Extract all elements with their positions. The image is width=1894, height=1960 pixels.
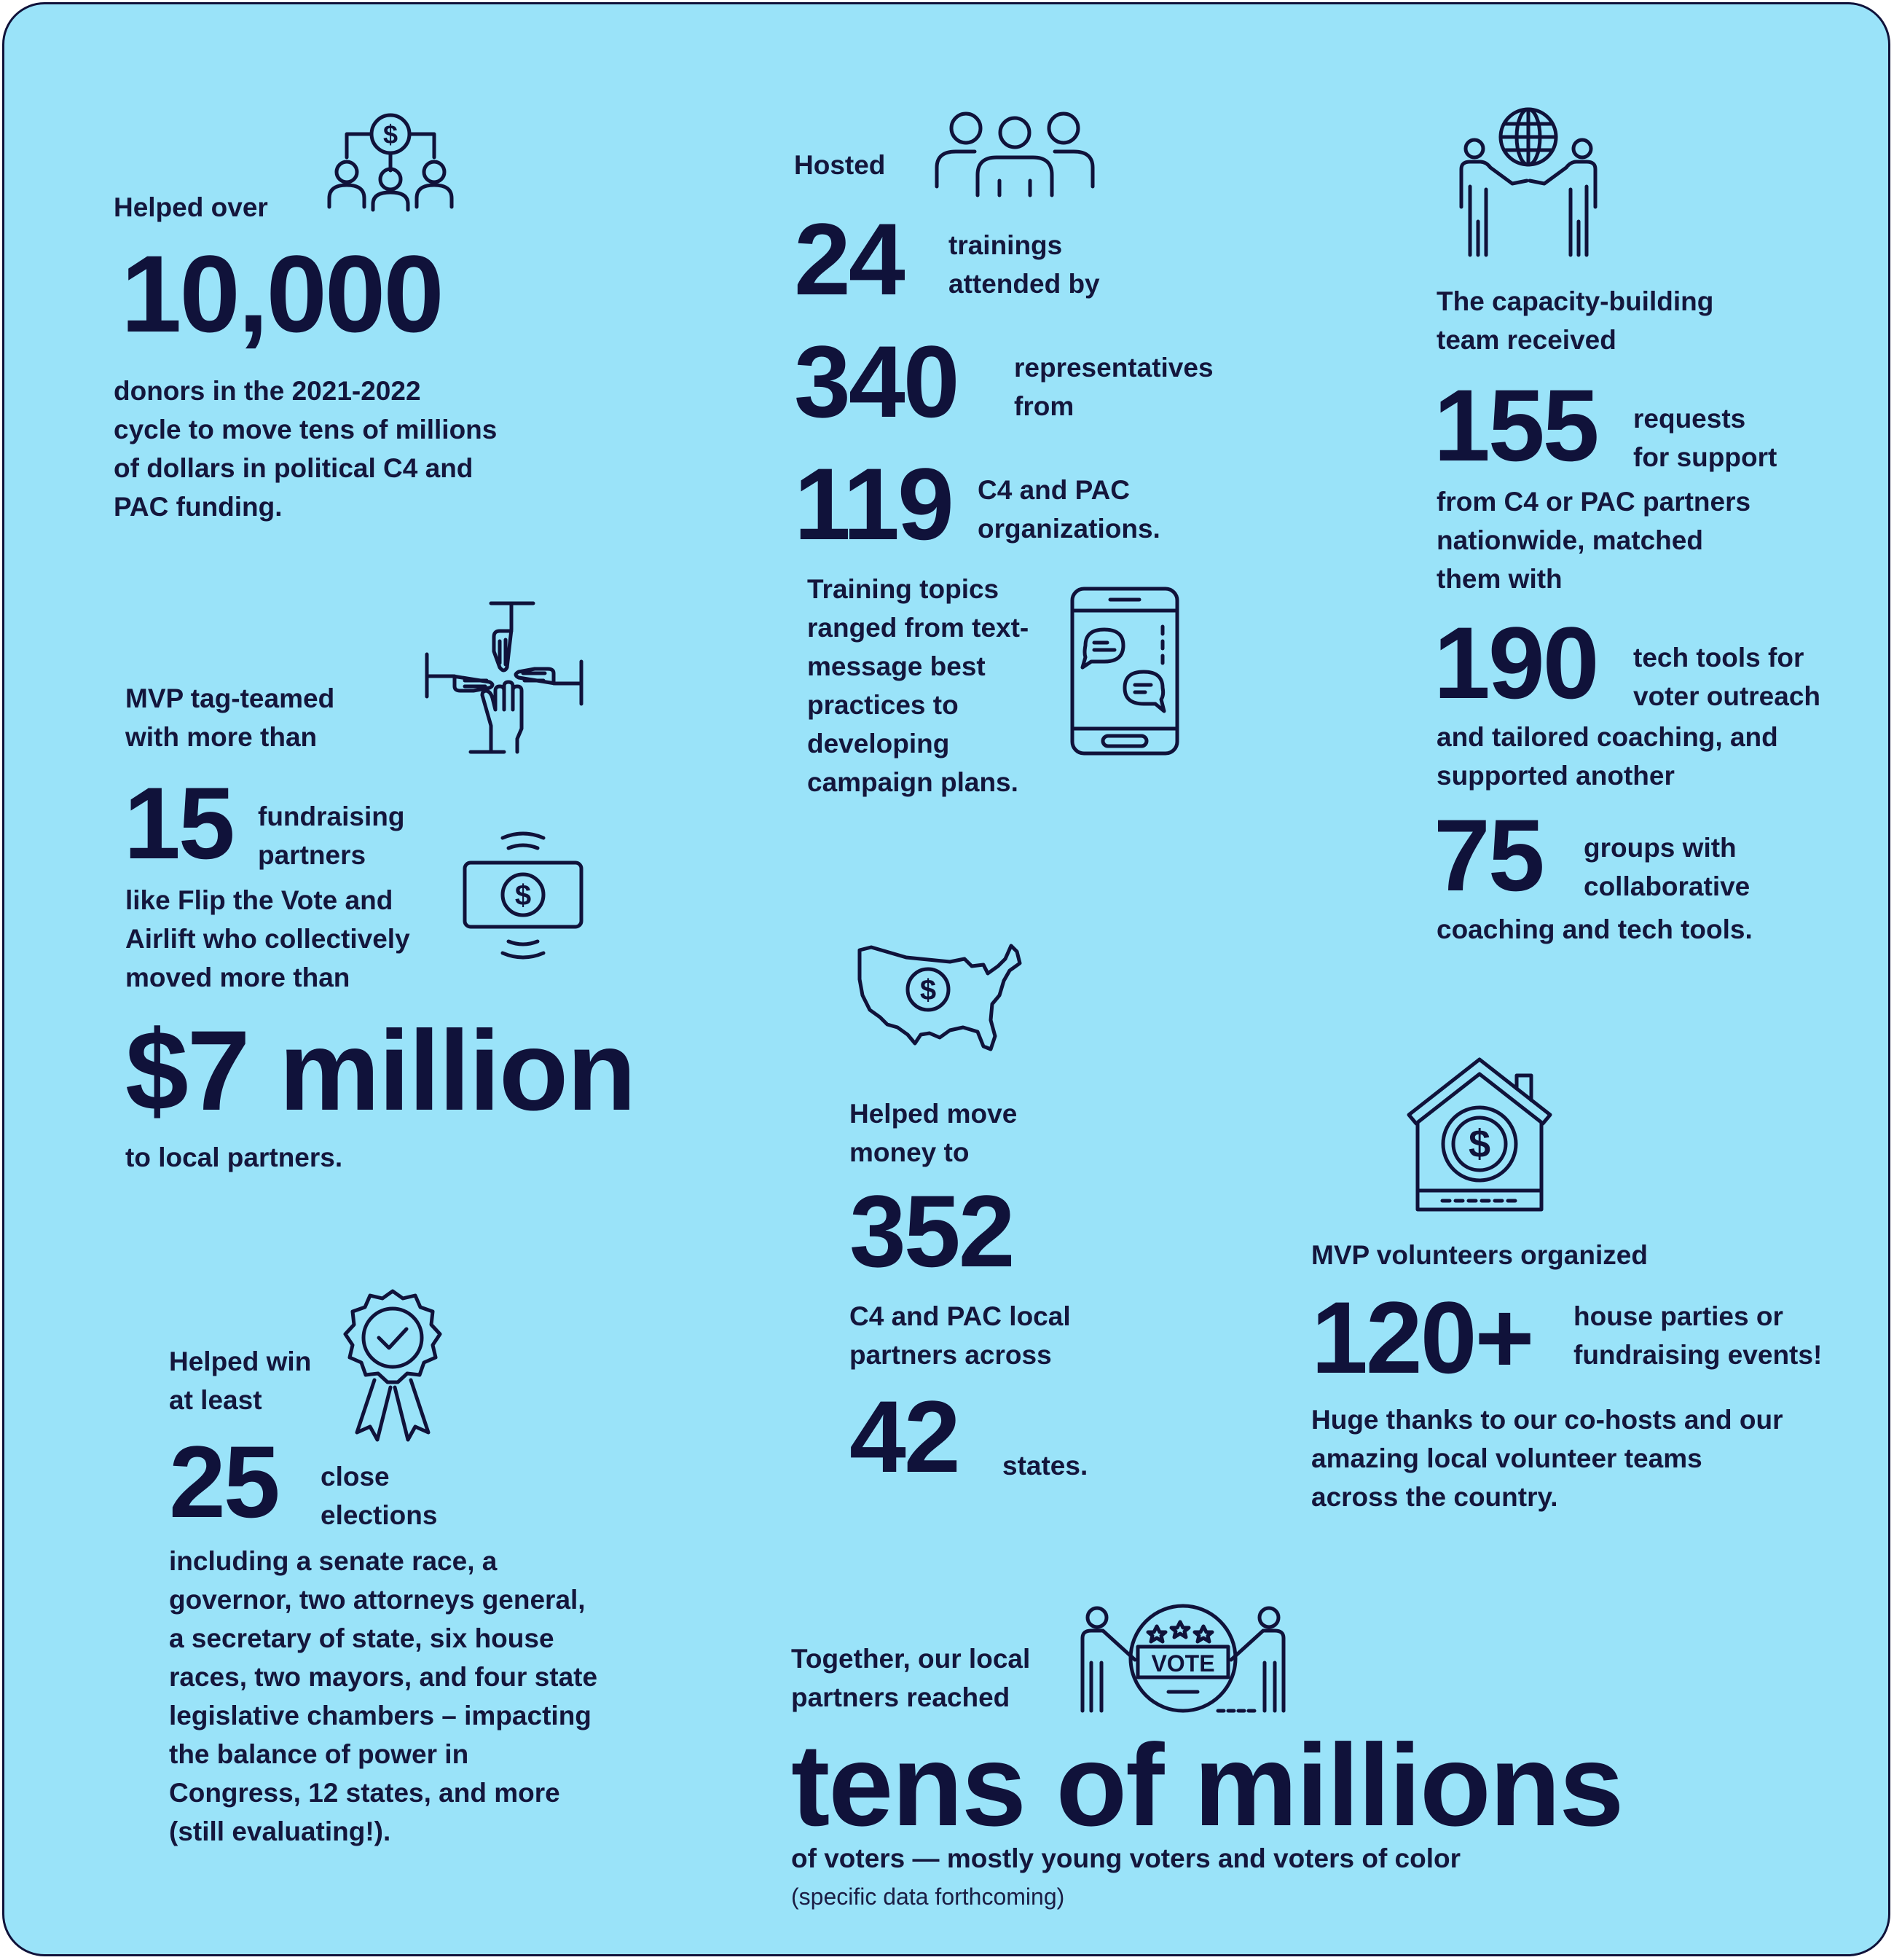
text-line: fundraising events! (1573, 1340, 1823, 1370)
text-line: moved more than (125, 963, 350, 992)
reach-description: of voters — mostly young voters and voters of color (791, 1843, 1461, 1873)
text-line: of dollars in political C4 and (114, 453, 474, 483)
text-line: fundraising (258, 801, 405, 831)
text-line: trainings (948, 230, 1063, 260)
donor-network-icon (325, 112, 456, 214)
text-line: Congress, 12 states, and more (169, 1778, 560, 1808)
text-line: including a senate race, a (169, 1546, 498, 1576)
donors-description (114, 372, 497, 526)
elections-count: 25 (169, 1424, 278, 1539)
text-line: Huge thanks to our co-hosts and our (1311, 1405, 1783, 1435)
text-line: with more than (125, 722, 318, 752)
reach-note: (specific data forthcoming) (791, 1883, 1065, 1910)
tools-count: 190 (1434, 605, 1598, 720)
text-line: voter outreach (1633, 681, 1821, 711)
partners-count: 15 (124, 766, 233, 880)
text-line: Helped move (849, 1099, 1018, 1129)
text-line: C4 and PAC (978, 475, 1131, 505)
requests-count: 155 (1434, 368, 1598, 482)
organizations-count: 119 (794, 447, 952, 561)
events-count: 120+ (1311, 1280, 1533, 1395)
capacity-coaching (1437, 718, 1778, 795)
text-line: message best (807, 651, 986, 681)
organizations-label (978, 471, 1160, 548)
states-count: 42 (849, 1379, 959, 1494)
text-line: Together, our local (791, 1644, 1031, 1674)
text-line: a secretary of state, six house (169, 1623, 554, 1653)
text-line: legislative chambers – impacting (169, 1701, 592, 1730)
states-label: states. (1002, 1451, 1088, 1481)
text-line: and tailored coaching, and (1437, 722, 1778, 752)
reach-intro (791, 1639, 1030, 1717)
smartphone-chat-icon (1069, 586, 1180, 756)
text-line: supported another (1437, 761, 1675, 791)
svg-text:$: $ (1468, 1122, 1491, 1166)
requests-label (1633, 399, 1777, 477)
partners-end: to local partners. (125, 1142, 343, 1172)
text-line: for support (1633, 442, 1777, 472)
text-line: amazing local volunteer teams (1311, 1443, 1702, 1473)
vote-sign-icon (1075, 1604, 1291, 1715)
capacity-matched (1437, 482, 1750, 598)
text-line: nationwide, matched (1437, 525, 1703, 555)
hands-teamwork-icon (424, 600, 584, 755)
svg-text:$: $ (514, 879, 532, 912)
text-line: from (1014, 391, 1074, 421)
text-line: partners across (849, 1340, 1052, 1370)
donors-number: 10,000 (121, 232, 442, 355)
text-line: organizations. (978, 514, 1160, 544)
text-line: representatives (1014, 353, 1214, 383)
partners-count-label (258, 797, 404, 874)
text-line: cycle to move tens of millions (114, 415, 498, 444)
text-line: PAC funding. (114, 492, 283, 522)
capacity-end: coaching and tech tools. (1437, 914, 1753, 944)
text-line: requests (1633, 404, 1746, 434)
text-line: Training topics (807, 574, 999, 604)
text-line: partners (258, 840, 366, 870)
text-line: MVP tag-teamed (125, 683, 335, 713)
text-line: collaborative (1584, 871, 1750, 901)
volunteers-thanks (1311, 1400, 1783, 1516)
text-line: team received (1437, 325, 1616, 355)
training-topics (807, 570, 1029, 801)
text-line: (still evaluating!). (169, 1816, 391, 1846)
text-line: house parties or (1573, 1301, 1783, 1331)
vote-sign-text: VOTE (1151, 1650, 1215, 1677)
events-label (1573, 1297, 1822, 1374)
text-line: the balance of power in (169, 1739, 469, 1769)
trainings-intro: Hosted (794, 150, 886, 180)
representatives-count: 340 (794, 324, 958, 439)
text-line: ranged from text- (807, 613, 1029, 643)
partners-description (125, 881, 410, 997)
groups-count: 75 (1434, 798, 1543, 912)
elections-description (169, 1542, 597, 1851)
svg-text:$: $ (919, 974, 937, 1006)
elections-intro (169, 1342, 311, 1419)
tools-label (1633, 638, 1820, 716)
text-line: practices to (807, 690, 959, 720)
text-line: close (321, 1462, 390, 1491)
elections-count-label (321, 1457, 437, 1534)
text-line: from C4 or PAC partners (1437, 487, 1751, 517)
text-line: Helped win (169, 1346, 312, 1376)
text-line: across the country. (1311, 1482, 1558, 1512)
text-line: money to (849, 1137, 970, 1167)
wireless-money-icon (460, 832, 586, 969)
text-line: like Flip the Vote and (125, 885, 393, 915)
money-moved-intro (849, 1094, 1017, 1172)
text-line: races, two mayors, and four state (169, 1662, 598, 1692)
local-partners-count: 352 (849, 1174, 1013, 1288)
partners-amount: $7 million (125, 1008, 635, 1134)
groups-label (1584, 828, 1750, 906)
local-partners-label (849, 1297, 1071, 1374)
representatives-label (1014, 348, 1214, 426)
text-line: partners reached (791, 1682, 1010, 1712)
infographic-panel (2, 2, 1890, 1956)
text-line: attended by (948, 269, 1100, 299)
text-line: developing (807, 729, 950, 758)
house-dollar-icon (1406, 1057, 1553, 1214)
text-line: elections (321, 1500, 438, 1530)
partners-intro (125, 679, 334, 756)
trainings-count-label (948, 226, 1100, 303)
usa-map-dollar-icon (855, 944, 1024, 1055)
text-line: governor, two attorneys general, (169, 1585, 586, 1615)
text-line: Airlift who collectively (125, 924, 410, 954)
handshake-globe-icon (1455, 105, 1601, 259)
capacity-intro (1437, 282, 1713, 359)
award-badge-icon (338, 1287, 447, 1444)
text-line: campaign plans. (807, 767, 1018, 797)
text-line: The capacity-building (1437, 286, 1714, 316)
text-line: at least (169, 1385, 262, 1415)
volunteers-intro: MVP volunteers organized (1311, 1240, 1648, 1270)
text-line: C4 and PAC local (849, 1301, 1071, 1331)
text-line: groups with (1584, 833, 1737, 863)
trainings-count: 24 (794, 202, 903, 316)
svg-text:$: $ (382, 119, 398, 149)
donors-intro: Helped over (114, 192, 268, 222)
text-line: donors in the 2021-2022 (114, 376, 421, 406)
text-line: tech tools for (1633, 643, 1804, 673)
group-icon (934, 111, 1096, 198)
text-line: them with (1437, 564, 1563, 594)
reach-headline: tens of millions (791, 1720, 1623, 1850)
